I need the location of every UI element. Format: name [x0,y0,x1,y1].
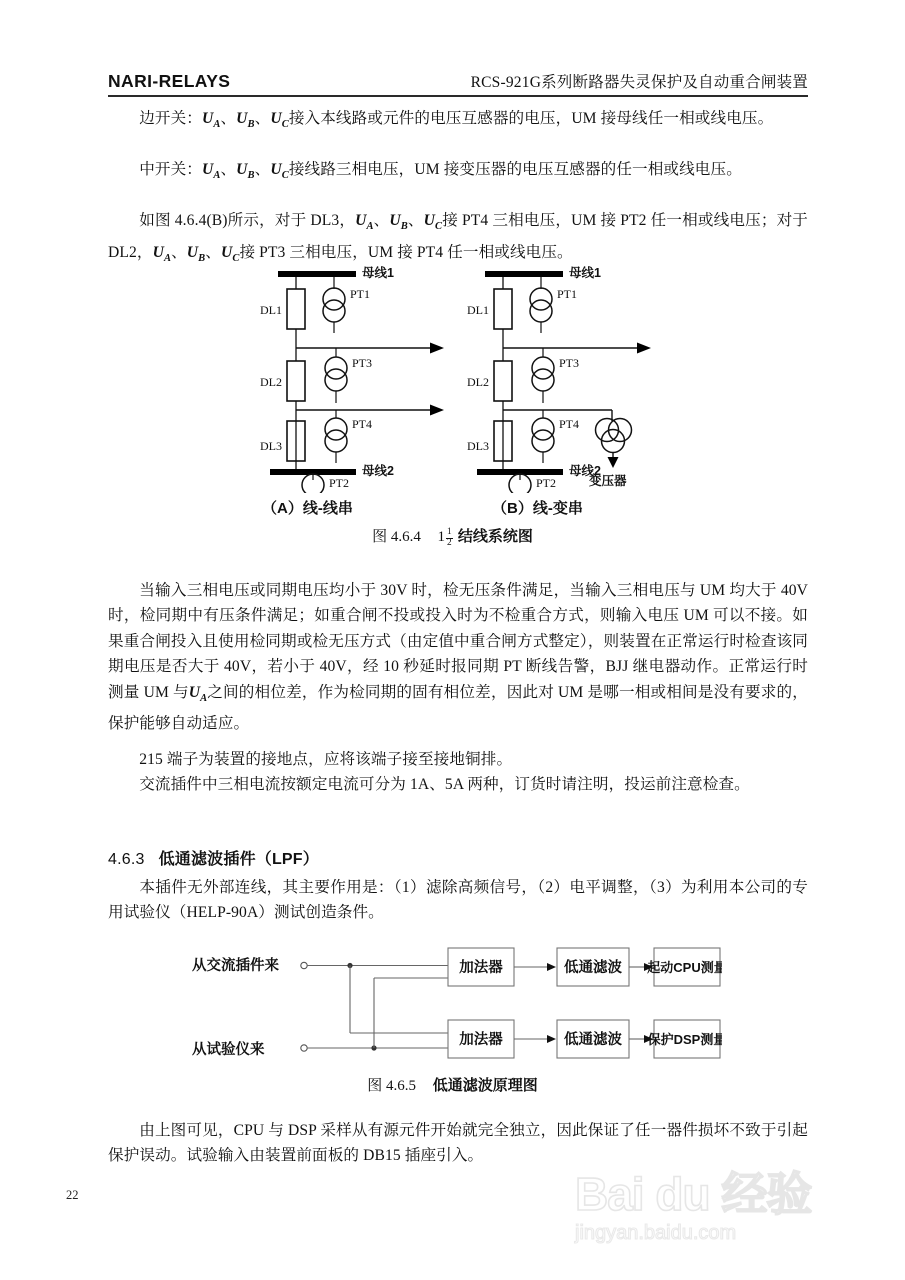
document-title: RCS-921G系列断路器失灵保护及自动重合闸装置 [470,74,808,91]
label-dl2: DL2 [467,375,489,389]
label-pt2: PT2 [536,476,557,490]
pt4-winding-upper [532,418,554,440]
pt1-winding-lower [530,300,552,322]
para4-b: 之间的相位差，作为检同期的固有相位差，因此对 UM 是哪一相或相间是没有要求的，保护能够自动适应。 [108,683,808,733]
sym-sep-2: 、 [254,110,271,127]
breaker-dl2 [287,361,305,401]
block-label-adder-top: 加法器 [459,960,503,976]
input-label-test-device: 从试验仪来 [192,1042,265,1058]
label-pt4: PT4 [352,417,373,431]
label-pt4: PT4 [559,417,580,431]
symbol-uc: $U_C$ [270,110,289,131]
symbol-ua: $U_A$ [355,212,374,233]
paragraph-terminal-215 [108,747,808,772]
busbar-1 [485,271,563,277]
symbol-ub: $U_B$ [186,243,206,264]
label-bus1: 母线1 [569,266,601,280]
label-pt2: PT2 [329,476,350,490]
symbol-uc: $U_C$ [423,212,443,233]
para3-c: 接 PT3 三相电压，UM 接 PT4 任一相或线电压。 [239,243,573,261]
sym-sep-6: 、 [407,212,424,229]
figure-465-caption-number: 图 4.6.5 [367,1078,417,1094]
para1-lead: 边开关： [139,110,202,127]
label-dl3: DL3 [467,439,489,453]
label-bus2: 母线2 [569,464,601,478]
para6-text: 交流插件中三相电流按额定电流可分为 1A、5A 两种，订货时请注明，投运前注意检查。 [139,776,750,793]
pt1-winding-upper [530,288,552,310]
label-transformer: 变压器 [589,474,627,488]
figure-464-diagram-a [258,263,458,493]
symbol-ub: $U_B$ [236,110,255,131]
pt1-winding-upper [323,288,345,310]
block-label-cpu-measure: 起动CPU测量 [647,960,722,975]
symbol-uc: $U_C$ [270,161,289,182]
sym-sep-8: 、 [205,243,221,261]
sym-sep-5: 、 [373,212,390,229]
block-label-adder-bottom: 加法器 [459,1032,503,1048]
figure-464-subcaption-a: （A）线-线串 [262,500,353,517]
paragraph-figure-reference [108,208,808,271]
para4-a: 当输入三相电压或同期电压均小于 30V 时，检无压条件满足，当输入三相电压与 UM 均大于 40V 时，检同期中有压条件满足；如重合闸不投或投入时为不检重合方式，则输入电压 UM 可以不接。如果重合闸投入且使用检同期或检无压方式（由定值中重合闸方式整定），则装置在正常运行时检查该同期电压是否大于 40V，若小于 40V，经 10 秒延时报同期 PT 断线告警，BJJ 继电器动作。正常运行时测量 UM 与 [108,582,808,701]
terminal-icon-ac-module [301,962,307,968]
arrow-adder-to-lpf-top [547,963,556,971]
label-pt3: PT3 [352,356,373,370]
terminal-icon-test-device [301,1045,307,1051]
label-pt3: PT3 [559,356,580,370]
block-label-lpf-bottom: 低通滤波 [564,1032,622,1048]
figure-464-diagram-b [465,263,685,493]
sym-sep-7: 、 [171,243,187,261]
sym-sep-1: 、 [220,110,237,127]
para2-lead: 中开关： [139,161,202,178]
figure-465-caption [0,1074,905,1095]
pt3-winding-upper [325,357,347,379]
para3-a: 如图 4.6.4(B)所示，对于 DL3， [139,212,356,229]
para7-text: 本插件无外部连线，其主要作用是：（1）滤除高频信号，（2）电平调整，（3）为利用本公司的专用试验仪（HELP-90A）测试创造条件。 [108,879,808,922]
breaker-dl2 [494,361,512,401]
label-bus1: 母线1 [362,266,394,280]
label-pt1: PT1 [350,287,371,301]
paragraph-voltage-conditions [108,578,808,737]
pt3-winding-upper [532,357,554,379]
outgoing-arrow-1 [430,343,444,354]
breaker-dl1 [287,289,305,329]
symbol-ub: $U_B$ [236,161,255,182]
label-dl2: DL2 [260,375,282,389]
pt3-winding-lower [325,369,347,391]
input-label-ac-module: 从交流插件来 [192,958,279,974]
para3-b: 接 PT4 三相电压，UM 接 PT2 任一相或线电压；对于 DL2， [108,212,809,261]
paragraph-ac-module-current [108,772,808,797]
label-pt1: PT1 [557,287,578,301]
paragraph-side-switch [108,106,808,138]
busbar-1 [278,271,356,277]
watermark-url-text: jingyan.baidu.com [575,1222,737,1244]
sym-sep-3: 、 [220,161,237,178]
page-header [108,58,808,97]
symbol-ub: $U_B$ [389,212,408,233]
paragraph-lpf-function [108,875,808,926]
pt1-winding-lower [323,300,345,322]
section-title: 低通滤波插件（LPF） [158,851,319,868]
symbol-uc: $U_C$ [220,243,240,264]
pt4-winding-upper [325,418,347,440]
arrow-adder-to-lpf-bottom [547,1035,556,1043]
figure-464-caption [0,525,905,548]
sym-sep-4: 、 [254,161,271,178]
outgoing-arrow-2 [430,405,444,416]
symbol-ua: $U_A$ [201,161,221,182]
pt3-winding-lower [532,369,554,391]
figure-464-caption-number: 图 4.6.4 [372,529,421,545]
para8-text: 由上图可见，CPU 与 DSP 采样从有源元件开始就完全独立，因此保证了任一器件损坏不致于引起保护误动。试验输入由装置前面板的 DB15 插座引入。 [108,1122,808,1165]
company-brand: NARI-RELAYS [108,71,231,91]
section-heading-463 [108,846,319,869]
symbol-ua: $U_A$ [152,243,172,264]
para2-rest: 接线路三相电压，UM 接变压器的电压互感器的任一相或线电压。 [288,161,742,178]
paragraph-cpu-dsp-independence [108,1118,808,1169]
baidu-watermark [575,1168,875,1264]
symbol-ua: $U_A$ [188,683,208,704]
outgoing-arrow-1 [637,343,651,354]
figure-464-subcaption-b: （B）线-变串 [492,500,583,517]
para1-rest: 接入本线路或元件的电压互感器的电压，UM 接母线任一相或线电压。 [288,110,774,127]
block-label-lpf-top: 低通滤波 [564,960,622,976]
breaker-dl1 [494,289,512,329]
figure-465-diagram [192,946,722,1064]
page-number: 22 [66,1188,79,1202]
figure-464-caption-whole: 1 [437,529,446,545]
label-dl3: DL3 [260,439,282,453]
transformer-arrow [608,457,619,468]
figure-464-caption-text: 结线系统图 [457,528,533,545]
symbol-ua: $U_A$ [201,110,221,131]
figure-465-caption-text: 低通滤波原理图 [432,1077,538,1094]
block-label-dsp-measure: 保护DSP测量 [647,1032,722,1047]
section-number: 4.6.3 [108,851,145,868]
pt4-winding-lower [532,430,554,452]
pt4-winding-lower [325,430,347,452]
label-bus2: 母线2 [362,464,394,478]
figure-464-caption-fraction: $\frac{1}{2}$ [447,527,452,548]
label-dl1: DL1 [467,303,489,317]
watermark-logo-text: Bai du 经验 [575,1168,812,1220]
paragraph-middle-switch [108,157,808,189]
para5-text: 215 端子为装置的接地点，应将该端子接至接地铜排。 [139,751,513,768]
label-dl1: DL1 [260,303,282,317]
